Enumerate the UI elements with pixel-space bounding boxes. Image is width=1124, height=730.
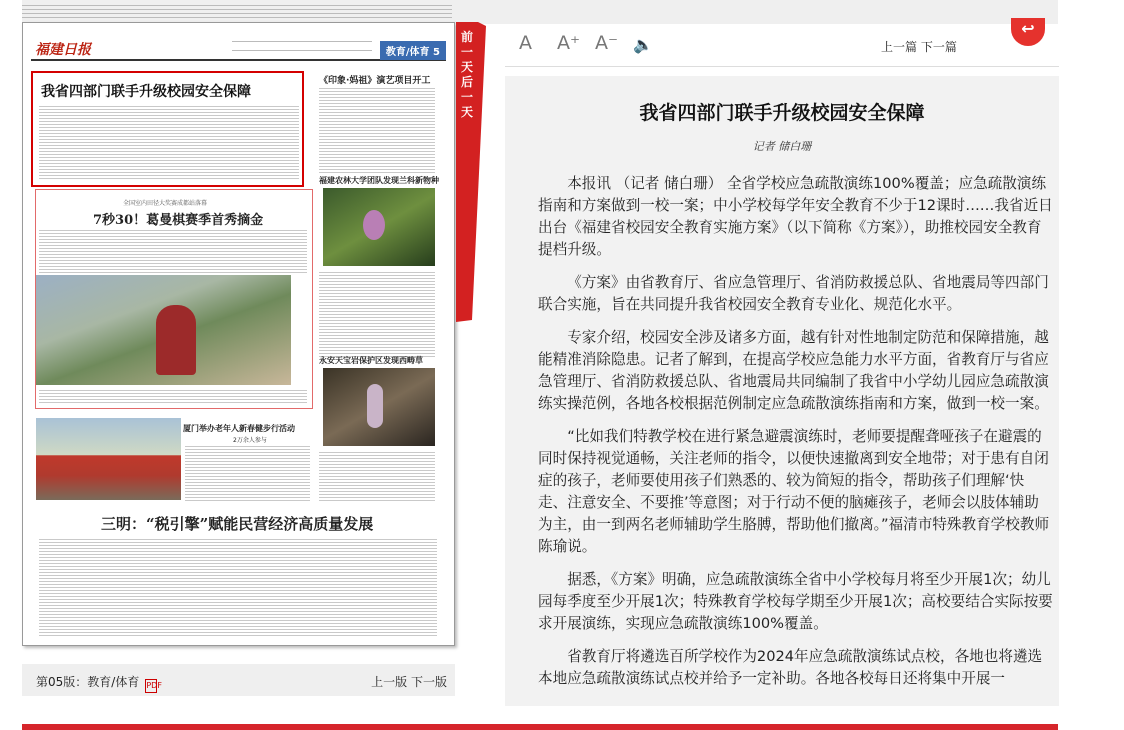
day-nav-tab[interactable]	[456, 22, 486, 322]
side-body-text-1	[319, 87, 435, 173]
font-reset-button[interactable]: A	[519, 32, 532, 54]
article-paragraph: 省教育厅将遴选百所学校作为2024年应急疏散演练试点校，各地也将遴选本地应急疏散演练试点校并给予一定补助。各地各校每日还将集中开展一	[538, 648, 1043, 687]
article-paragraph: “比如我们特教学校在进行紧急避震演练时，老师要提醒聋哑孩子在避震的同时保持视觉通畅，关注老师的指令，以便快速撤离到安全地带；对于患有自闭症的孩子，老师要使用孩子们熟悉的、较为简短的指令，帮助孩子们理解‘快走、注意安全、不要推’等意图；对于行动不便的脑瘫孩子，老师会以肢体辅助为主，由一到两名老师辅助学生胳膊，帮助他们撤离。”福清市特殊教育学校教师陈瑜说。	[538, 428, 1050, 555]
article-byline: 记者 储白珊	[752, 140, 812, 153]
story4-headline: 三明：“税引擎”赋能民营经济高质量发展	[101, 515, 374, 533]
pdf-icon[interactable]: PDF	[145, 679, 157, 693]
side-headline-3[interactable]: 永安天宝岩保护区发现西畴草	[319, 356, 423, 365]
story3-sub: 2万余人参与	[233, 437, 267, 444]
story4-body-text	[39, 538, 437, 638]
masthead-meta	[232, 41, 372, 51]
side-body-text-2	[319, 271, 435, 357]
article-body	[538, 173, 1053, 701]
font-decrease-button[interactable]: A⁻	[595, 32, 619, 54]
article-paragraph: 专家介绍，校园安全涉及诸多方面，越有针对性地制定防范和保障措施，越能精准消除隐患。记者了解到，在提高学校应急能力水平方面，省教育厅与省应急管理厅、省消防救援总队、省地震局共同编制了我省中小学幼儿园应急疏散演练实操范例，各地各校根据范例制定应急疏散演练指南和方案，做到一校一案。	[538, 329, 1049, 412]
article-panel	[505, 76, 1059, 706]
page-footer	[22, 664, 455, 696]
story2-body-text	[39, 229, 307, 273]
fungus-photo	[323, 368, 435, 446]
newspaper-page[interactable]	[22, 22, 455, 646]
orchid-photo	[323, 188, 435, 266]
side-body-text-3	[319, 451, 435, 501]
bottom-rule	[22, 724, 1058, 730]
masthead	[31, 31, 446, 61]
article-paragraph: 《方案》由省教育厅、省应急管理厅、省消防救援总队、省地震局等四部门联合实施，旨在共同提升我省校园安全教育专业化、规范化水平。	[538, 274, 1049, 313]
toolbar-divider	[505, 66, 1059, 67]
section-badge: 教育/体育 5	[380, 41, 446, 60]
page-label-text: 第05版：教育/体育	[36, 675, 140, 689]
story2-headline: 7秒30！葛曼棋赛季首秀摘金	[93, 213, 264, 228]
back-icon[interactable]: ↩	[1011, 18, 1045, 46]
day-nav-label[interactable]: 前 一 天 后 一 天	[460, 30, 473, 119]
speaker-icon[interactable]: 🔈	[633, 35, 653, 54]
article-toolbar	[505, 19, 1059, 64]
article-title: 我省四部门联手升级校园安全保障	[639, 102, 925, 124]
page-stack	[22, 0, 452, 20]
article-paragraph: 本报讯 （记者 储白珊） 全省学校应急疏散演练100%覆盖；应急疏散演练指南和方案做到一校一案；中小学校每学年安全教育不少于12课时……我省近日出台《福建省校园安全教育实施方案》（以下简称《方案》），助推校园安全教育提档升级。	[538, 175, 1053, 258]
lead-headline: 我省四部门联手升级校园安全保障	[41, 84, 251, 100]
photo-caption	[39, 389, 307, 405]
story3-headline: 厦门举办老年人新春健步行活动	[183, 424, 295, 433]
side-headline-1[interactable]: 《印象·妈祖》演艺项目开工	[319, 76, 431, 86]
story3-body-text	[185, 445, 310, 501]
shooting-photo	[36, 275, 291, 385]
newspaper-logo: 福建日报	[35, 42, 91, 58]
page-nav[interactable]: 上一版 下一版	[371, 675, 447, 689]
page-label[interactable]	[36, 673, 162, 693]
font-increase-button[interactable]: A⁺	[557, 32, 581, 54]
march-photo	[36, 418, 181, 500]
article-nav[interactable]: 上一篇 下一篇	[881, 40, 957, 54]
article-paragraph: 据悉，《方案》明确，应急疏散演练全省中小学校每月将至少开展1次；幼儿园每季度至少开展1次；特殊教育学校每学期至少开展1次；高校要结合实际按要求开展演练，实现应急疏散演练100%覆盖。	[538, 571, 1053, 632]
story2-kicker: 全国室内田径大奖赛成都站落幕	[123, 200, 208, 207]
side-headline-2[interactable]: 福建农林大学团队发现兰科新物种	[319, 176, 439, 185]
lead-body-text	[39, 105, 299, 181]
